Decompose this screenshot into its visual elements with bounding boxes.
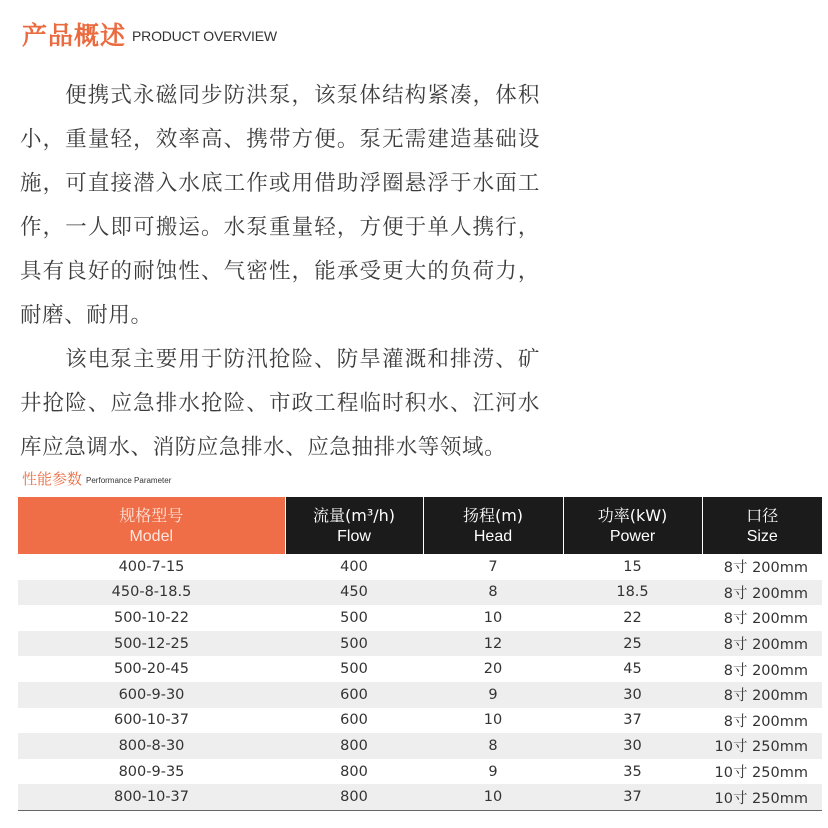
cell-head: 8 (423, 733, 563, 759)
cell-head: 20 (483, 661, 503, 678)
cell-flow: 600 (285, 682, 423, 708)
cell-flow: 450 (285, 580, 423, 606)
cell-model: 450-8-18.5 (18, 580, 285, 606)
cell-power: 37 (563, 784, 702, 810)
cell-size: 8寸 200mm (702, 580, 822, 606)
cell-model: 600-9-30 (18, 682, 285, 708)
header-label-en: Power (609, 527, 656, 545)
param-title-cn: 性能参数 (22, 469, 83, 488)
header-power (563, 497, 702, 554)
description-paragraph: 便携式永磁同步防洪泵，该泵体结构紧凑，体积小，重量轻，效率高、携带方便。泵无需建造基础设施，可直接潜入水底工作或用借助浮圈悬浮于水面工作，一人即可搬运。水泵重量轻，方便于单人携行，具有良好的耐蚀性、气密性，能承受更大的负荷力，耐磨、耐用。 (20, 83, 540, 328)
cell-model: 800-9-35 (118, 763, 185, 780)
header-label-en: Head (473, 527, 513, 545)
cell-size: 8寸 200mm (723, 713, 808, 730)
table-row (18, 605, 822, 631)
table-row (18, 631, 822, 657)
table-row (18, 784, 822, 810)
header-label-cn: 口径 (746, 505, 779, 525)
cell-power: 45 (623, 661, 642, 678)
header-label-cn: 规格型号 (119, 505, 184, 525)
param-heading (22, 466, 171, 490)
cell-model: 500-10-22 (113, 609, 190, 626)
cell-head: 10 (483, 712, 503, 729)
product-description (20, 74, 540, 470)
cell-size: 8寸 200mm (723, 611, 808, 628)
header-label-en: Model (129, 527, 174, 545)
cell-size: 10寸 250mm (714, 765, 808, 782)
cell-power: 30 (563, 733, 702, 759)
cell-flow: 500 (340, 661, 368, 678)
table-row (18, 554, 822, 580)
cell-power: 37 (623, 712, 642, 729)
overview-title-en: PRODUCT OVERVIEW (132, 28, 277, 44)
param-title-en: Performance Parameter (86, 475, 172, 485)
cell-flow: 800 (285, 784, 423, 810)
header-label-cn: 扬程(m) (462, 505, 524, 525)
header-label-cn: 流量(m³/h) (312, 505, 396, 525)
cell-model: 800-8-30 (18, 733, 285, 759)
overview-heading (22, 14, 277, 54)
cell-model: 500-20-45 (113, 661, 190, 678)
table-row (18, 580, 822, 606)
header-size (702, 497, 822, 554)
cell-power: 22 (623, 609, 642, 626)
cell-size: 8寸 200mm (702, 682, 822, 708)
header-label-en: Flow (337, 527, 371, 545)
header-flow (285, 497, 423, 554)
cell-power: 25 (563, 631, 702, 657)
cell-flow: 400 (340, 558, 368, 575)
table-row (18, 759, 822, 785)
cell-model: 400-7-15 (118, 558, 185, 575)
description-paragraph: 该电泵主要用于防汛抢险、防旱灌溉和排涝、矿井抢险、应急排水抢险、市政工程临时积水、江河水库应急调水、消防应急排水、应急抽排水等领域。 (20, 347, 540, 460)
cell-head: 9 (423, 682, 563, 708)
cell-flow: 800 (340, 763, 368, 780)
cell-head: 10 (483, 609, 503, 626)
cell-flow: 800 (285, 733, 423, 759)
cell-model: 600-10-37 (113, 712, 190, 729)
cell-power: 18.5 (563, 580, 702, 606)
cell-size: 10寸 250mm (702, 733, 822, 759)
cell-head: 8 (423, 580, 563, 606)
header-model (18, 497, 285, 554)
cell-size: 8寸 200mm (702, 631, 822, 657)
cell-model: 500-12-25 (18, 631, 285, 657)
cell-flow: 600 (340, 712, 368, 729)
table-row (18, 708, 822, 734)
cell-size: 8寸 200mm (723, 662, 808, 679)
overview-title-cn: 产品概述 (22, 21, 127, 50)
table-row (18, 682, 822, 708)
cell-head: 12 (423, 631, 563, 657)
cell-model: 800-10-37 (18, 784, 285, 810)
cell-power: 30 (563, 682, 702, 708)
cell-head: 7 (488, 558, 498, 575)
cell-head: 9 (488, 763, 498, 780)
header-label-cn: 功率(kW) (597, 505, 668, 525)
cell-flow: 500 (285, 631, 423, 657)
header-label-en: Size (746, 527, 778, 545)
cell-power: 15 (623, 558, 642, 575)
header-head (423, 497, 563, 554)
table-row (18, 656, 822, 682)
cell-size: 10寸 250mm (702, 784, 822, 810)
cell-flow: 500 (340, 609, 368, 626)
table-header-row (18, 497, 822, 554)
spec-table (18, 497, 822, 811)
cell-size: 8寸 200mm (723, 560, 808, 577)
cell-power: 35 (623, 763, 642, 780)
table-row (18, 733, 822, 759)
cell-head: 10 (423, 784, 563, 810)
